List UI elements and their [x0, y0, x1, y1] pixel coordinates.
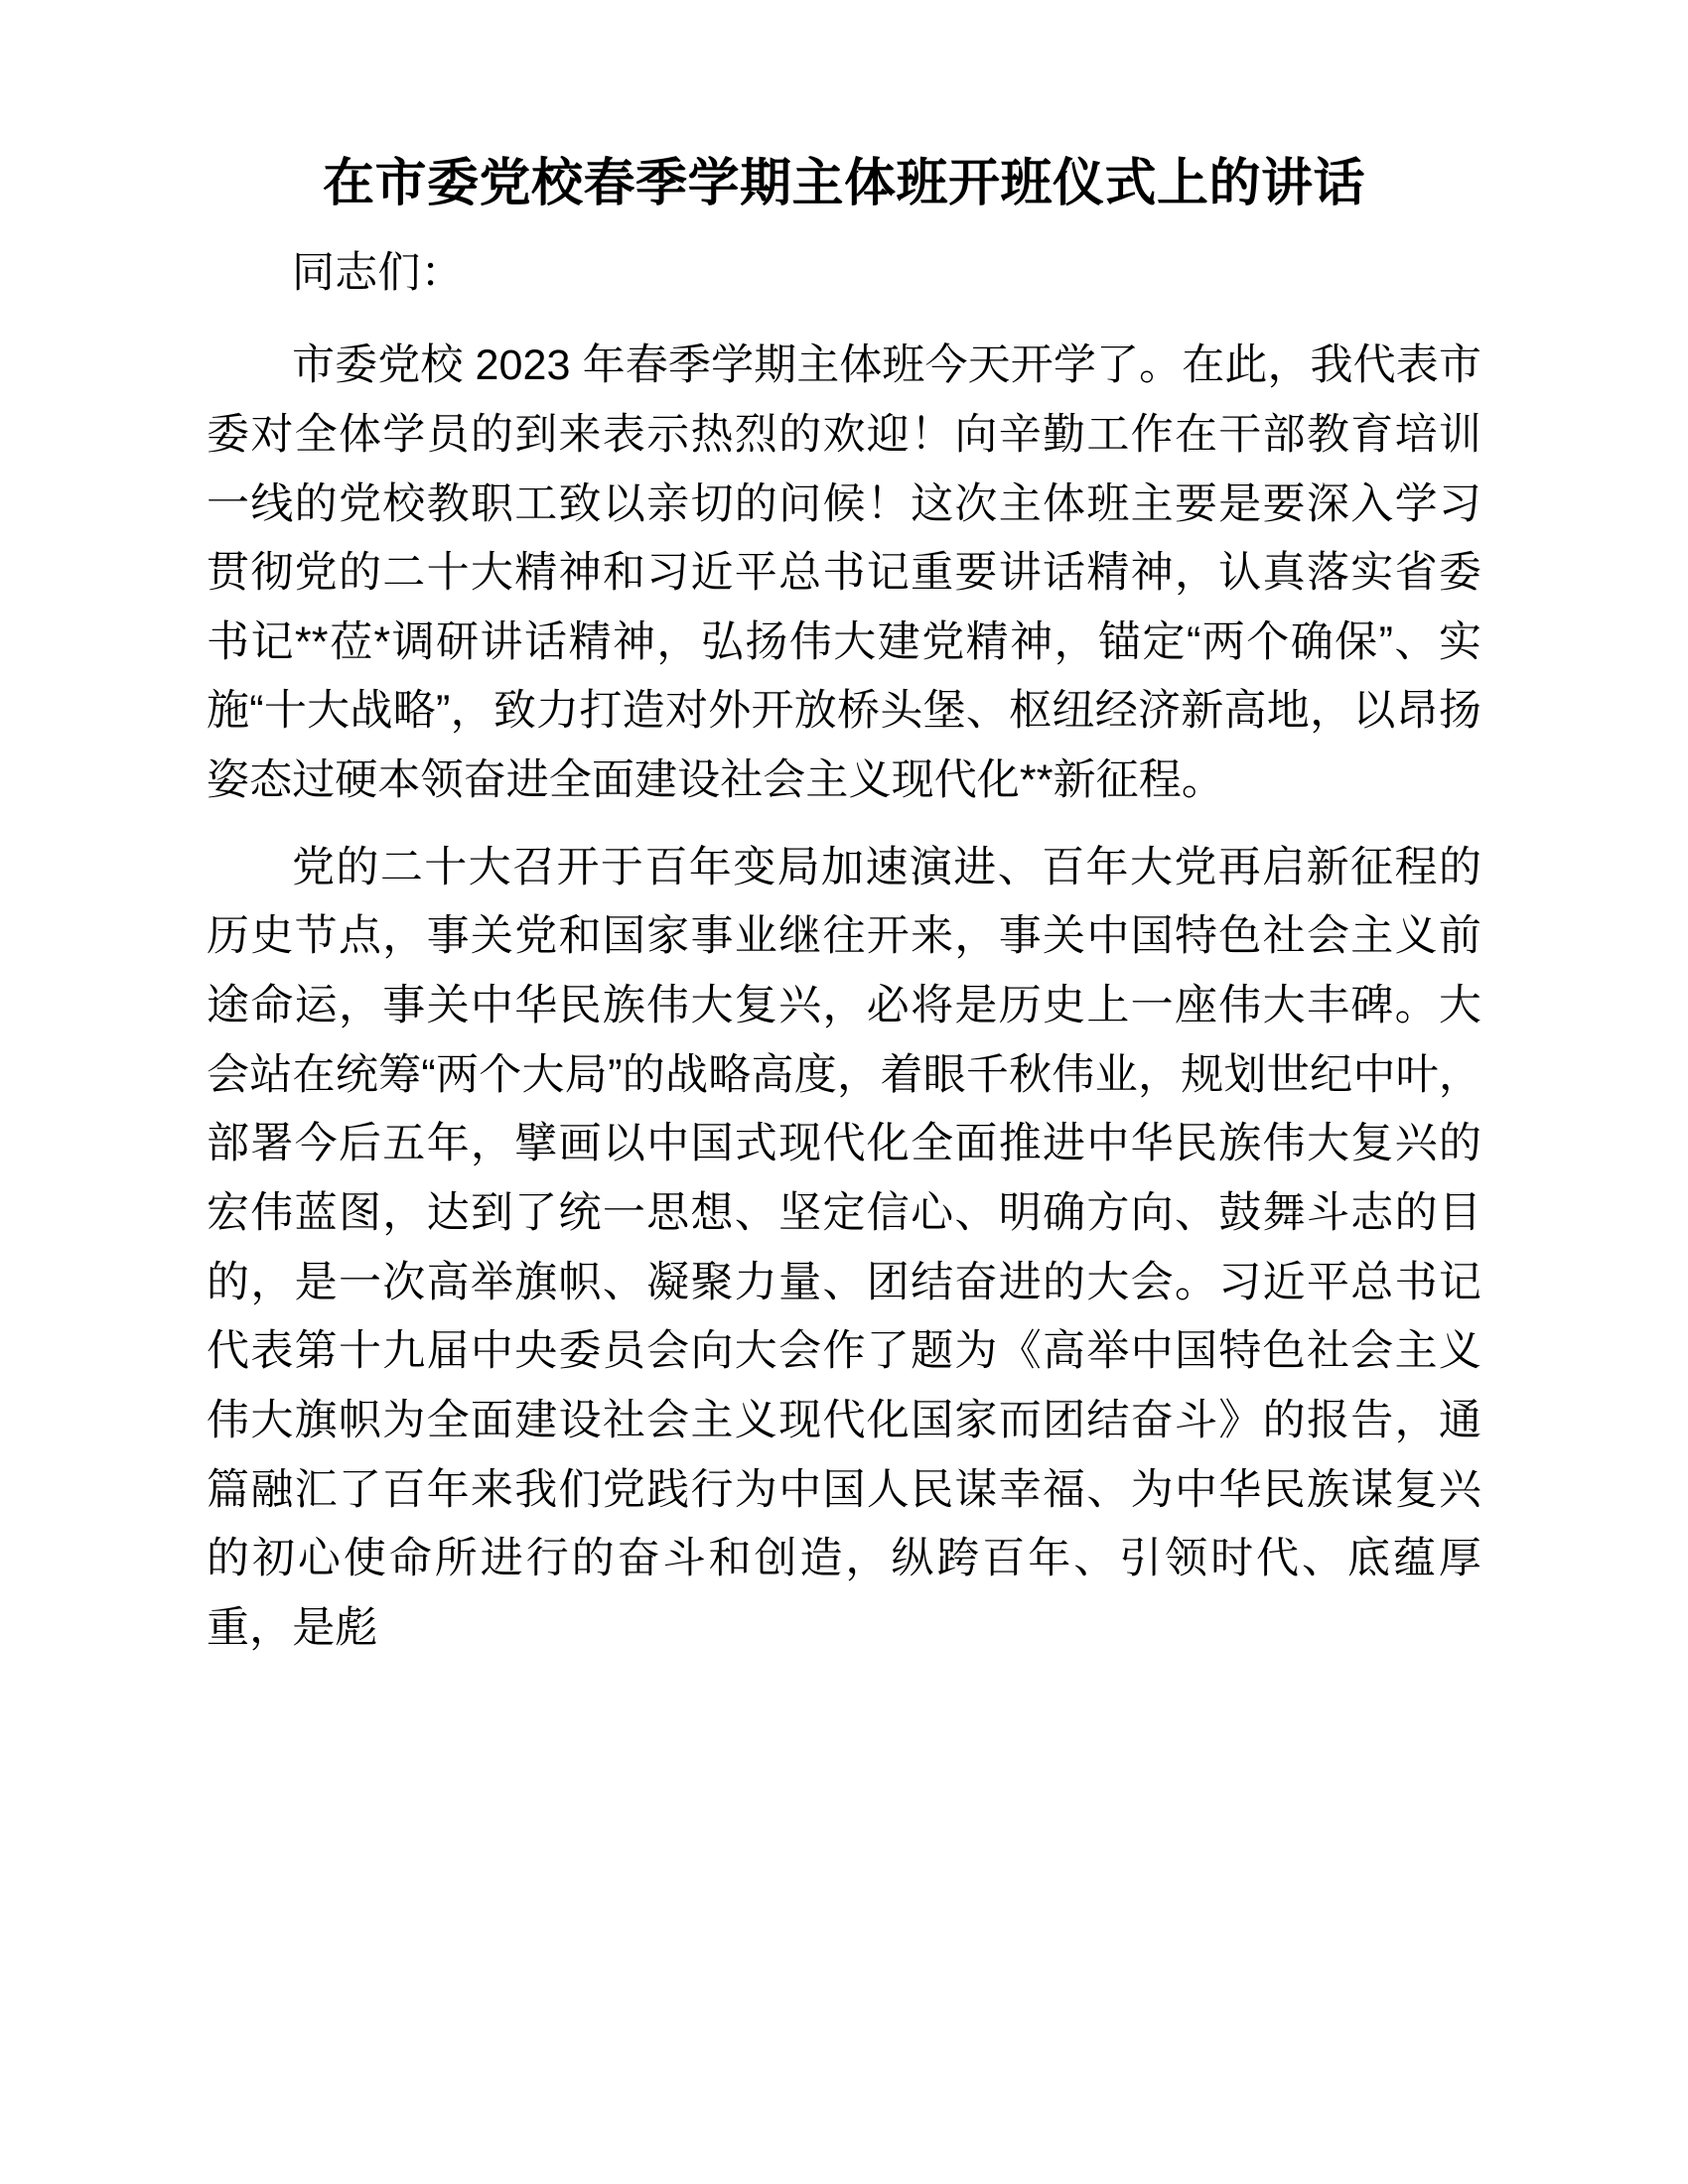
- page-title: 在市委党校春季学期主体班开班仪式上的讲话: [322, 155, 1365, 212]
- body-paragraph-1: 市委党校 2023 年春季学期主体班今天开学了。在此，我代表市委对全体学员的到来表示热烈的欢迎！向辛勤工作在干部教育培训一线的党校教职工致以亲切的问候！这次主体班主要是要深入学习贯彻党的二十大精神和习近平总书记重要讲话精神，认真落实省委书记**莅*调研讲话精神，弘扬伟大建党精神，锚定“两个确保”、实施“十大战略”，致力打造对外开放桥头堡、枢纽经济新高地，以昂扬姿态过硬本领奋进全面建设社会主义现代化**新征程。: [207, 341, 1481, 805]
- salutation-line: 同志们：: [292, 248, 464, 297]
- document-body: [207, 129, 1481, 1664]
- body-paragraph-2: 党的二十大召开于百年变局加速演进、百年大党再启新征程的历史节点，事关党和国家事业继往开来，事关中国特色社会主义前途命运，事关中华民族伟大复兴，必将是历史上一座伟大丰碑。大会站在统筹“两个大局”的战略高度，着眼千秋伟业，规划世纪中叶，部署今后五年，擘画以中国式现代化全面推进中华民族伟大复兴的宏伟蓝图，达到了统一思想、坚定信心、明确方向、鼓舞斗志的目的，是一次高举旗帜、凝聚力量、团结奋进的大会。习近平总书记代表第十九届中央委员会向大会作了题为《高举中国特色社会主义伟大旗帜为全面建设社会主义现代化国家而团结奋斗》的报告，通篇融汇了百年来我们党践行为中国人民谋幸福、为中华民族谋复兴的初心使命所进行的奋斗和创造，纵跨百年、引领时代、底蕴厚重，是彪: [207, 843, 1481, 1653]
